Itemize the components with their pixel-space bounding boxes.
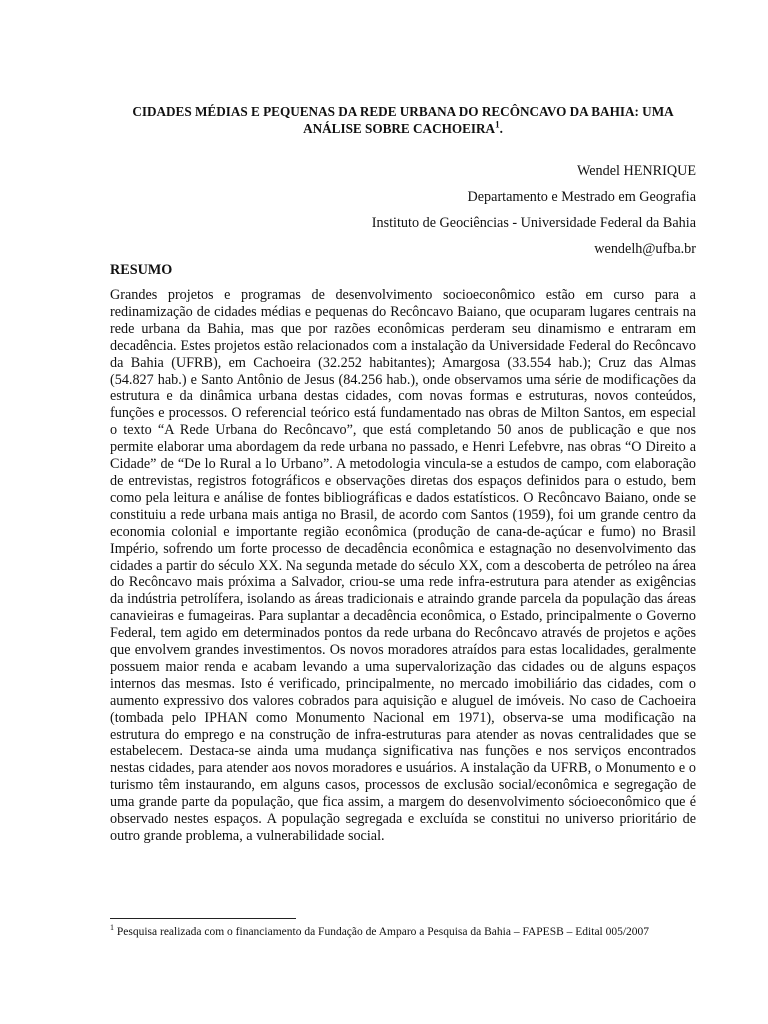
author-institute: Instituto de Geociências - Universidade Federal da Bahia xyxy=(371,215,696,231)
paper-title-text: CIDADES MÉDIAS E PEQUENAS DA REDE URBANA DO RECÔNCAVO DA BAHIA: UMA ANÁLISE SOBRE CACHOEIRA xyxy=(132,104,674,136)
footnote-text: Pesquisa realizada com o financiamento da Fundação de Amparo a Pesquisa da Bahia – FAPESB – Edital 005/2007 xyxy=(114,926,650,938)
footnote-divider xyxy=(110,918,296,919)
footnote xyxy=(110,925,670,939)
paper-title xyxy=(110,103,696,137)
abstract-body: Grandes projetos e programas de desenvolvimento socioeconômico estão em curso para a redinamização de cidades médias e pequenas do Recôncavo Baiano, que ocuparam lugares centrais na rede urbana da Bahia, mas que por razões econômicas perderam seu dinamismo e entraram em decadência. Estes projetos estão relacionados com a instalação da Universidade Federal do Recôncavo da Bahia (UFRB), em Cachoeira (32.252 habitantes); Amargosa (33.554 hab.); Cruz das Almas (54.827 hab.) e Santo Antônio de Jesus (84.256 hab.), onde observamos uma série de modificações da estrutura e da dinâmica urbana destas cidades, com novas formas e estruturas, novos conteúdos, funções e processos. O referencial teórico está fundamentado nas obras de Milton Santos, em especial o texto “A Rede Urbana do Recôncavo”, que está completando 50 anos de publicação e que nos permite elaborar uma abordagem da rede urbana no passado, e Henri Lefebvre, nas obras “O Direito a Cidade” de “De lo Rural a lo Urbano”. A metodologia vincula-se a estudos de campo, com elaboração de entrevistas, registros fotográficos e observações diretas dos espaços definidos para o estudo, bem como pela leitura e análise de fontes bibliográficas e dados estatísticos. O Recôncavo Baiano, onde se constituiu a rede urbana mais antiga no Brasil, de acordo com Santos (1959), foi um grande centro da economia colonial e importante região econômica (produção de cana-de-açúcar e fumo) no Brasil Império, sofrendo um forte processo de decadência econômica e estagnação no desenvolvimento das cidades a partir do século XX. Na segunda metade do século XX, com a descoberta de petróleo na área do Recôncavo mais próxima a Salvador, criou-se uma rede infra-estrutura para atender as exigências da indústria petrolífera, isolando as áreas tradicionais e atraindo grande parcela da população das áreas canavieiras e fumageiras. Para suplantar a decadência econômica, o Estado, principalmente o Governo Federal, tem agido em determinados pontos da rede urbana do Recôncavo através de projetos e ações que envolvem grandes investimentos. Os novos moradores atraídos para estas localidades, geralmente possuem maior renda e acabam levando a uma supervalorização das cidades ou de alguns espaços internos das mesmas. Isto é verificado, principalmente, no mercado imobiliário das cidades, com o aumento expressivo dos valores cobrados para aquisição e aluguel de imóveis. No caso de Cachoeira (tombada pelo IPHAN como Monumento Nacional em 1971), observa-se uma modificação na estrutura do emprego e na construção de infra-estruturas para atender as novas centralidades que se estabelecem. Destaca-se ainda uma mudança significativa nas funções e nos serviços encontrados nestas cidades, para atender aos novos moradores e usuários. A instalação da UFRB, o Monumento e o turismo têm instaurando, em alguns casos, processos de exclusão social/econômica e segregação de uma grande parte da população, que fica assim, a margem do desenvolvimento sócioeconômico que é observado nestes espaços. A população segregada e excluída se constitui no universo prioritário de outro grande problema, a vulnerabilidade social. xyxy=(110,287,696,844)
author-department: Departamento e Mestrado em Geografia xyxy=(467,189,696,205)
abstract-heading: RESUMO xyxy=(110,262,173,278)
paper-title-end: . xyxy=(499,121,503,136)
author-block xyxy=(300,163,696,267)
author-name: Wendel HENRIQUE xyxy=(576,163,696,179)
footnote-marker: 1 xyxy=(110,923,114,933)
title-footnote-marker: 1 xyxy=(495,119,500,130)
author-email: wendelh@ufba.br xyxy=(594,241,696,257)
